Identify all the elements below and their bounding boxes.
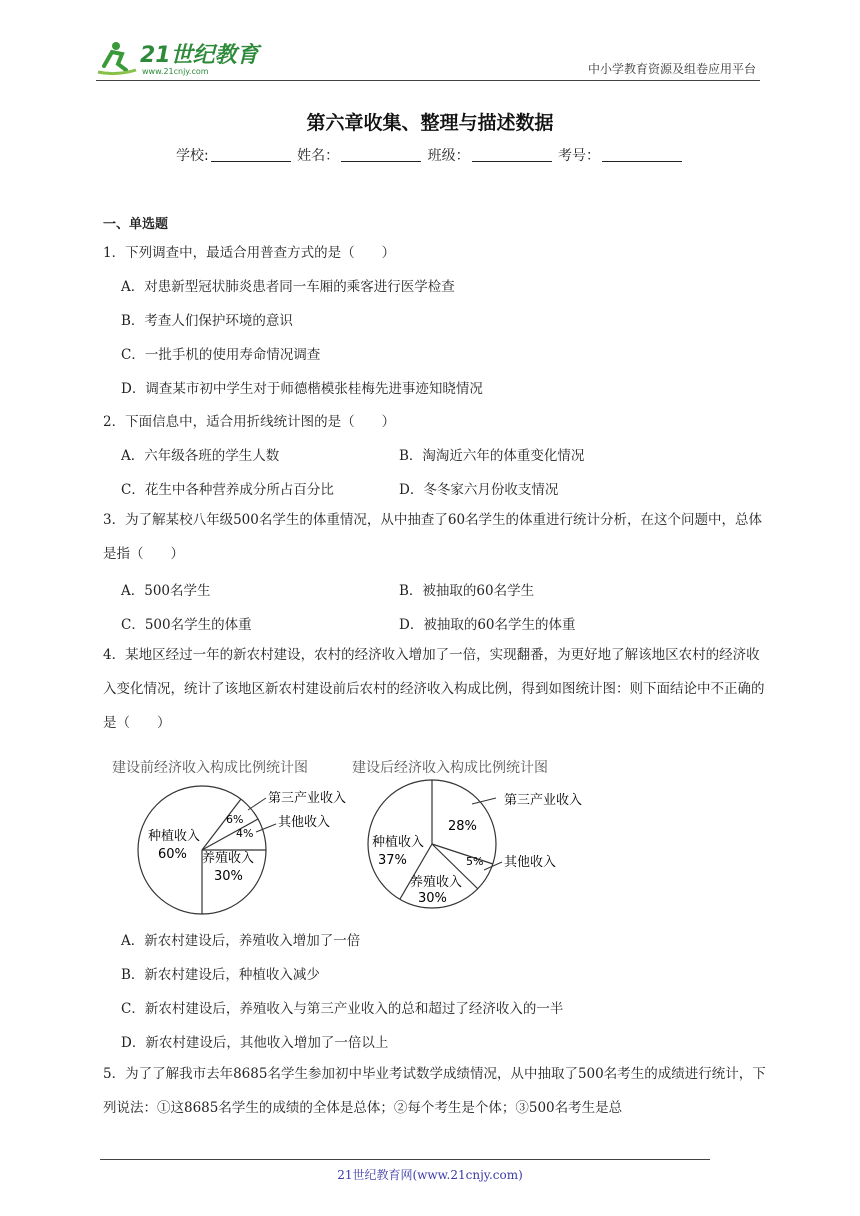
chart-2-slice-value-breeding: 30% — [418, 891, 447, 906]
question-3-stem: 3．为了解某校八年级500名学生的体重情况，从中抽查了60名学生的体重进行统计分析，在这个问题中，总体是指（ ） — [103, 512, 763, 562]
question-5-stem: 5．为了了解我市去年8685名学生参加初中毕业考试数学成绩情况，从中抽取了500名考生的成绩进行统计，下列说法：①这8685名学生的成绩的全体是总体；②每个考生是个体；③500名考生是总 — [103, 1066, 766, 1116]
chart-1-leader-tertiary — [248, 798, 266, 810]
logo-text: 21世纪教育 — [140, 43, 259, 68]
question-1-option-d[interactable]: D．调查某市初中学生对于师德楷模张桂梅先进事迹知晓情况 — [121, 381, 483, 397]
chart-2-slice-label-breeding: 养殖收入 — [410, 875, 463, 890]
question-4-option-b[interactable]: B．新农村建设后，种植收入减少 — [121, 967, 320, 983]
chart-2-pie — [368, 780, 582, 908]
exam-number-blank[interactable] — [602, 147, 682, 162]
chart-2-slice-value-other: 5% — [466, 855, 484, 868]
question-1-option-a[interactable]: A．对患新型冠状肺炎患者同一车厢的乘客进行医学检查 — [121, 279, 455, 295]
school-blank[interactable] — [211, 147, 291, 162]
chart-1-slice-value-planting: 60% — [158, 847, 187, 862]
question-4-option-d[interactable]: D．新农村建设后，其他收入增加了一倍以上 — [121, 1035, 389, 1051]
exam-number-label: 考号： — [558, 148, 601, 164]
question-3-option-c[interactable]: C．500名学生的体重 — [121, 617, 252, 633]
name-label: 姓名： — [297, 148, 340, 164]
chart-1-slice-value-tertiary: 6% — [226, 813, 244, 826]
question-3-option-a[interactable]: A．500名学生 — [121, 583, 211, 599]
chart-2-slice-value-planting: 37% — [378, 853, 407, 868]
question-3-option-b[interactable]: B．被抽取的60名学生 — [399, 583, 535, 599]
question-2-option-b[interactable]: B．淘淘近六年的体重变化情况 — [399, 448, 585, 464]
chart-2-title: 建设后经济收入构成比例统计图 — [352, 760, 548, 776]
chart-2-slice-label-planting: 种植收入 — [372, 835, 425, 850]
question-1-option-c[interactable]: C．一批手机的使用寿命情况调查 — [121, 347, 321, 363]
chart-2-callout-tertiary: 第三产业收入 — [504, 793, 583, 808]
name-blank[interactable] — [341, 147, 421, 162]
chart-1-slice-label-breeding: 养殖收入 — [202, 851, 255, 866]
section-title: 一、单选题 — [103, 217, 169, 232]
question-4-option-c[interactable]: C．新农村建设后，养殖收入与第三产业收入的总和超过了经济收入的一半 — [121, 1001, 564, 1017]
site-logo — [96, 36, 266, 80]
page-title: 第六章收集、整理与描述数据 — [306, 112, 554, 134]
question-2-option-c[interactable]: C．花生中各种营养成分所占百分比 — [121, 482, 334, 498]
question-2-stem: 2．下面信息中，适合用折线统计图的是（ ） — [103, 414, 396, 430]
question-4-option-a[interactable]: A．新农村建设后，养殖收入增加了一倍 — [121, 933, 361, 949]
question-1-option-b[interactable]: B．考查人们保护环境的意识 — [121, 313, 293, 329]
question-2-option-d[interactable]: D．冬冬家六月份收支情况 — [399, 482, 559, 498]
student-info-line — [0, 145, 860, 165]
chart-2-callout-other: 其他收入 — [504, 855, 557, 870]
chart-1-slice-label-planting: 种植收入 — [148, 829, 201, 844]
question-2-option-a[interactable]: A．六年级各班的学生人数 — [121, 448, 280, 464]
chart-1-title: 建设前经济收入构成比例统计图 — [112, 760, 308, 776]
school-label: 学校: — [175, 148, 209, 164]
logo-url: www.21cnjy.com — [142, 67, 209, 76]
chart-1-slice-value-other: 4% — [236, 827, 254, 840]
pie-charts-figure — [100, 752, 600, 922]
chart-1-pie — [138, 786, 346, 914]
footer-divider — [100, 1159, 710, 1160]
header-divider — [96, 80, 760, 81]
class-blank[interactable] — [472, 147, 552, 162]
question-1-stem: 1．下列调查中，最适合用普查方式的是（ ） — [103, 245, 396, 261]
class-label: 班级： — [427, 148, 470, 164]
question-3-option-d[interactable]: D．被抽取的60名学生的体重 — [399, 617, 576, 633]
chart-1-callout-tertiary: 第三产业收入 — [268, 791, 347, 806]
chart-1-callout-other: 其他收入 — [278, 815, 331, 830]
chart-2-slice-value-tertiary: 28% — [448, 819, 477, 834]
header-platform-text: 中小学教育资源及组卷应用平台 — [587, 62, 756, 76]
chart-1-slice-value-breeding: 30% — [214, 869, 243, 884]
question-4-stem: 4．某地区经过一年的新农村建设，农村的经济收入增加了一倍，实现翻番，为更好地了解该地区农村的经济收入变化情况，统计了该地区新农村建设前后农村的经济收入构成比例，得到如图统计图：则下面结论中不正确的是（ ） — [103, 647, 765, 731]
footer-text[interactable]: 21世纪教育网(www.21cnjy.com) — [337, 1168, 523, 1182]
